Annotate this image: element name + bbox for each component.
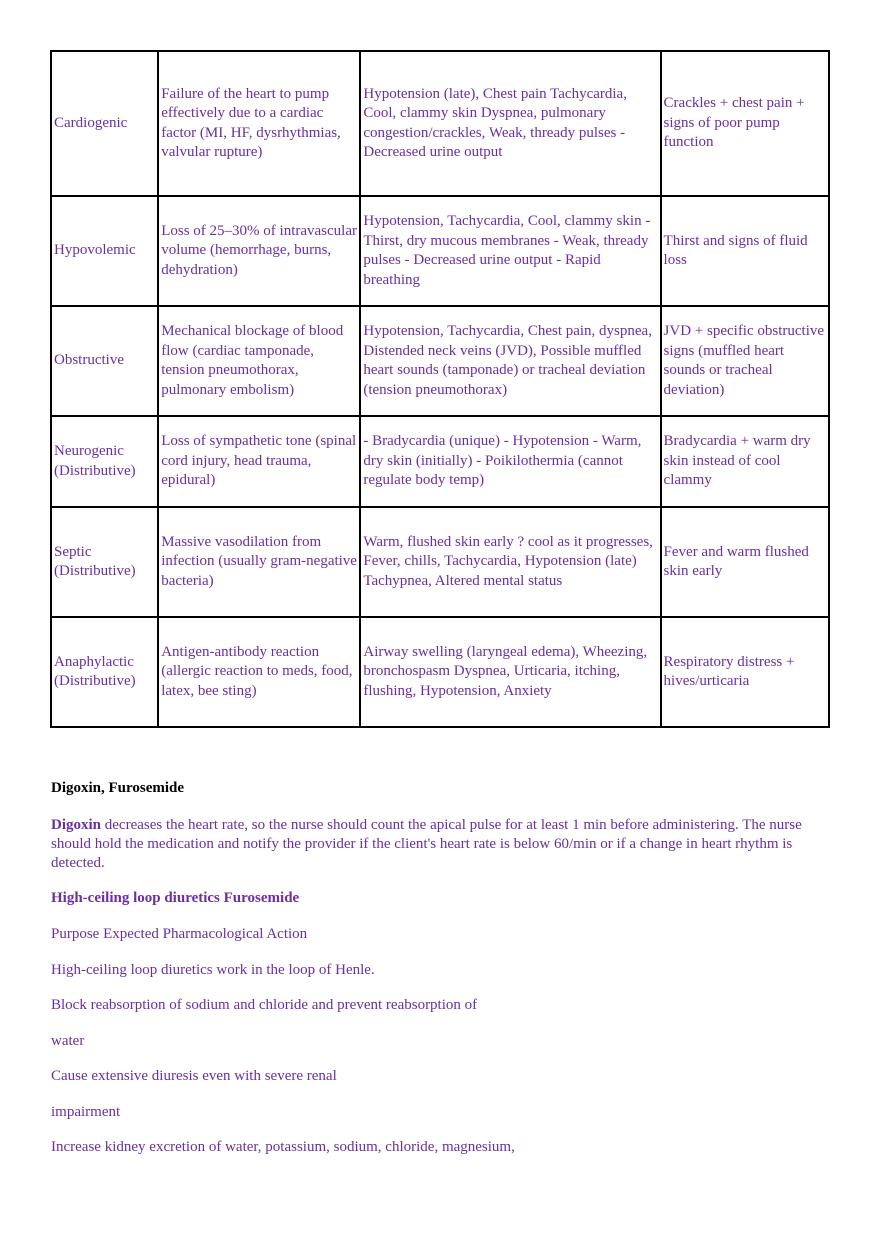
cause-cell: Antigen-antibody reaction (allergic reaction to meds, food, latex, bee sting)	[158, 617, 360, 727]
shock-type-cell: Obstructive	[51, 306, 158, 416]
body-line: Cause extensive diuresis even with severe renal	[51, 1068, 337, 1084]
shock-type-cell: Hypovolemic	[51, 196, 158, 306]
table-row	[51, 51, 829, 196]
cause-cell: Loss of 25–30% of intravascular volume (hemorrhage, burns, dehydration)	[158, 196, 360, 306]
key-finding-cell: Fever and warm flushed skin early	[661, 507, 829, 617]
body-line: High-ceiling loop diuretics work in the loop of Henle.	[51, 962, 375, 978]
key-finding-cell: Thirst and signs of fluid loss	[661, 196, 829, 306]
shock-type-cell: Cardiogenic	[51, 51, 158, 196]
key-finding-cell: Crackles + chest pain + signs of poor pump function	[661, 51, 829, 196]
signs-cell: Airway swelling (laryngeal edema), Wheezing, bronchospasm Dyspnea, Urticaria, itching, flushing, Hypotension, Anxiety	[360, 617, 660, 727]
table-row	[51, 416, 829, 507]
signs-cell: Hypotension, Tachycardia, Cool, clammy skin - Thirst, dry mucous membranes - Weak, thready pulses - Decreased urine output - Rapid breathing	[360, 196, 660, 306]
shock-type-cell: Neurogenic (Distributive)	[51, 416, 158, 507]
signs-cell: Warm, flushed skin early ? cool as it progresses, Fever, chills, Tachycardia, Hypotension (late) Tachypnea, Altered mental status	[360, 507, 660, 617]
signs-cell: Hypotension, Tachycardia, Chest pain, dyspnea, Distended neck veins (JVD), Possible muffled heart sounds (tamponade) or tracheal deviation (tension pneumothorax)	[360, 306, 660, 416]
shock-type-cell: Anaphylactic (Distributive)	[51, 617, 158, 727]
key-finding-cell: JVD + specific obstructive signs (muffled heart sounds or tracheal deviation)	[661, 306, 829, 416]
cause-cell: Failure of the heart to pump effectively due to a cardiac factor (MI, HF, dysrhythmias, valvular rupture)	[158, 51, 360, 196]
cause-cell: Loss of sympathetic tone (spinal cord injury, head trauma, epidural)	[158, 416, 360, 507]
body-line: Increase kidney excretion of water, potassium, sodium, chloride, magnesium,	[51, 1139, 515, 1155]
body-line: impairment	[51, 1104, 121, 1120]
body-line: Block reabsorption of sodium and chloride and prevent reabsorption of	[51, 997, 478, 1013]
body-line: water	[51, 1033, 85, 1049]
signs-cell: - Bradycardia (unique) - Hypotension - Warm, dry skin (initially) - Poikilothermia (cannot regulate body temp)	[360, 416, 660, 507]
body-line: Purpose Expected Pharmacological Action	[51, 926, 308, 942]
table-row	[51, 196, 829, 306]
key-finding-cell: Bradycardia + warm dry skin instead of cool clammy	[661, 416, 829, 507]
signs-cell: Hypotension (late), Chest pain Tachycardia, Cool, clammy skin Dyspnea, pulmonary congestion/crackles, Weak, thready pulses - Decreased urine output	[360, 51, 660, 196]
digoxin-text: decreases the heart rate, so the nurse should count the apical pulse for at least 1 min before administering. The nurse should hold the medication and notify the provider if the client's heart rate is below 60/min or if a change in heart rhythm is detected.	[51, 817, 802, 871]
digoxin-paragraph	[51, 816, 833, 873]
section-title: Digoxin, Furosemide	[51, 780, 185, 796]
shock-type-cell: Septic (Distributive)	[51, 507, 158, 617]
digoxin-term: Digoxin	[51, 817, 102, 833]
table-row	[51, 507, 829, 617]
loop-diuretics-heading: High-ceiling loop diuretics Furosemide	[51, 890, 300, 906]
cause-cell: Massive vasodilation from infection (usually gram-negative bacteria)	[158, 507, 360, 617]
key-finding-cell: Respiratory distress + hives/urticaria	[661, 617, 829, 727]
cause-cell: Mechanical blockage of blood flow (cardiac tamponade, tension pneumothorax, pulmonary embolism)	[158, 306, 360, 416]
table-row	[51, 306, 829, 416]
table-row	[51, 617, 829, 727]
shock-types-table	[50, 50, 830, 728]
